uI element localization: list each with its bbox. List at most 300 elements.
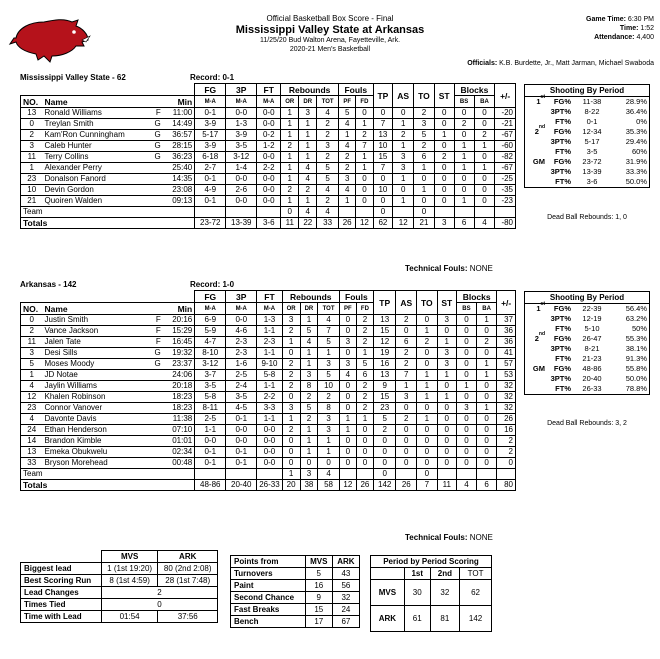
player-bs: 0 <box>457 447 477 458</box>
ma-header: M-A <box>226 96 257 108</box>
player-dr: 4 <box>300 337 318 348</box>
player-turnovers: 1 <box>417 381 437 392</box>
player-bs: 2 <box>454 119 474 130</box>
player-tot: 2 <box>317 196 339 207</box>
player-fd: 5 <box>356 359 373 370</box>
player-points: 0 <box>373 436 396 447</box>
shooting-row <box>525 354 649 364</box>
box-score-header <box>195 14 465 54</box>
player-fd: 2 <box>356 326 373 337</box>
player-tot: 1 <box>318 436 340 447</box>
player-bs: 0 <box>457 359 477 370</box>
player-points: 23 <box>373 403 396 414</box>
player-plus-minus: 53 <box>497 370 516 381</box>
player-steals: 0 <box>434 185 454 196</box>
player-number: 11 <box>21 152 43 163</box>
team-to: 0 <box>414 207 435 218</box>
period-number: 2 <box>534 334 539 343</box>
player-plus-minus: 2 <box>497 447 516 458</box>
player-turnovers: 0 <box>414 196 435 207</box>
player-pf: 2 <box>339 152 356 163</box>
officials <box>467 60 654 67</box>
points-ark: 24 <box>332 604 359 616</box>
ba-header: BA <box>476 303 496 315</box>
player-turnovers: 0 <box>417 447 437 458</box>
totals-pf: 12 <box>339 480 356 491</box>
player-3p: 4-6 <box>226 326 257 337</box>
player-minutes: 15:29 <box>163 326 195 337</box>
team-tp: 0 <box>373 207 393 218</box>
stat-made-att: 11-38 <box>582 97 602 106</box>
player-or: 1 <box>282 414 300 425</box>
table-row <box>21 174 516 185</box>
table-row <box>21 185 516 196</box>
stat-label: FT% <box>555 384 571 393</box>
period-1st-header: 1st <box>404 568 430 580</box>
player-minutes: 14:35 <box>163 174 195 185</box>
totals-row <box>21 218 516 229</box>
player-assists: 1 <box>396 381 417 392</box>
stat-made-att: 12-34 <box>582 127 602 136</box>
player-3p: 4-5 <box>226 403 257 414</box>
player-fg: 3-7 <box>195 370 226 381</box>
player-name: Terry Collins <box>43 152 153 163</box>
player-plus-minus: 32 <box>497 392 516 403</box>
ark-record: Record: 1-0 <box>190 280 235 289</box>
player-number: 23 <box>21 174 43 185</box>
officials-names: K.B. Burdette, Jr., Matt Jarman, Michael Swaboda <box>499 60 654 67</box>
team-or: 0 <box>281 207 299 218</box>
period-number: GM <box>532 364 545 373</box>
player-or: 2 <box>282 425 300 436</box>
player-number: 3 <box>21 141 43 152</box>
stat-pct: 63.2% <box>625 314 647 323</box>
player-ba: 0 <box>476 425 496 436</box>
totals-dr: 38 <box>300 480 318 491</box>
no-header: NO. <box>21 303 43 315</box>
player-points: 13 <box>373 315 396 326</box>
player-steals: 2 <box>434 152 454 163</box>
player-number: 24 <box>21 425 43 436</box>
stat-label: FG% <box>553 334 571 343</box>
player-plus-minus: -82 <box>495 152 516 163</box>
player-points: 7 <box>373 163 393 174</box>
player-number: 11 <box>21 337 43 348</box>
game-title: Mississippi Valley State at Arkansas <box>235 24 425 36</box>
player-steals: 0 <box>437 414 456 425</box>
player-plus-minus: -67 <box>495 163 516 174</box>
tot-header: TOT <box>317 96 339 108</box>
player-points: 13 <box>373 130 393 141</box>
player-minutes: 19:32 <box>163 348 195 359</box>
points-category: Paint <box>231 580 306 592</box>
player-steals: 1 <box>437 392 456 403</box>
player-assists: 2 <box>393 130 414 141</box>
stat-label: 3PT% <box>550 314 571 323</box>
player-ba: 1 <box>476 359 496 370</box>
player-minutes: 14:49 <box>163 119 195 130</box>
player-pf: 4 <box>339 141 356 152</box>
player-ba: 0 <box>476 414 496 425</box>
player-plus-minus: 36 <box>497 337 516 348</box>
player-ft: 0-0 <box>257 174 281 185</box>
player-ft: 0-0 <box>257 152 281 163</box>
bs-header: BS <box>454 96 474 108</box>
player-minutes: 09:13 <box>163 196 195 207</box>
player-minutes: 02:34 <box>163 447 195 458</box>
player-assists: 0 <box>396 436 417 447</box>
player-ft: 2-2 <box>257 163 281 174</box>
totals-tot: 58 <box>318 480 340 491</box>
player-number: 0 <box>21 315 43 326</box>
stat-label: FT% <box>555 177 571 186</box>
totals-row <box>21 480 516 491</box>
stat-pct: 91.3% <box>625 354 647 363</box>
player-fd: 0 <box>356 174 373 185</box>
stat-label: 3PT% <box>550 374 571 383</box>
game-summary-table <box>20 550 218 623</box>
stat-label: FG% <box>553 364 571 373</box>
player-pf: 0 <box>339 348 356 359</box>
player-minutes: 11:38 <box>163 414 195 425</box>
team-label: Team <box>21 207 195 218</box>
totals-bs: 6 <box>454 218 474 229</box>
player-points: 12 <box>373 337 396 348</box>
totals-dr: 22 <box>299 218 317 229</box>
player-tot: 3 <box>318 414 340 425</box>
player-position <box>153 425 163 436</box>
player-pf: 2 <box>339 163 356 174</box>
player-or: 0 <box>282 458 300 469</box>
points-row <box>231 616 360 628</box>
stat-pct: 55.3% <box>625 334 647 343</box>
game-venue: 11/25/20 Bud Walton Arena, Fayetteville, Ark. <box>259 37 401 44</box>
player-tot: 2 <box>317 152 339 163</box>
points-row <box>231 604 360 616</box>
player-assists: 2 <box>396 315 417 326</box>
points-category: Bench <box>231 616 306 628</box>
period-2nd-header: 2nd <box>430 568 460 580</box>
player-name: Jalen Tate <box>43 337 153 348</box>
period-total: 142 <box>460 606 492 632</box>
best-run-label: Best Scoring Run <box>21 575 102 587</box>
player-3p: 2-4 <box>226 381 257 392</box>
stat-made-att: 3-6 <box>586 177 598 186</box>
player-or: 1 <box>281 196 299 207</box>
player-number: 21 <box>21 196 43 207</box>
player-turnovers: 1 <box>414 185 435 196</box>
player-steals: 0 <box>434 163 454 174</box>
player-name: Vance Jackson <box>43 326 153 337</box>
player-turnovers: 0 <box>417 458 437 469</box>
player-name: Connor Vanover <box>43 403 153 414</box>
player-or: 3 <box>282 315 300 326</box>
player-position: G <box>154 359 161 368</box>
player-assists: 7 <box>396 370 417 381</box>
stat-pct: 28.9% <box>625 97 647 106</box>
player-number: 5 <box>21 359 43 370</box>
player-dr: 2 <box>300 392 318 403</box>
player-ba: 0 <box>474 185 495 196</box>
points-category: Fast Breaks <box>231 604 306 616</box>
biggest-lead-mvs: 1 (1st 19:20) <box>101 563 158 575</box>
table-row <box>21 359 516 370</box>
period-tot-header: TOT <box>460 568 492 580</box>
player-dr: 1 <box>299 130 317 141</box>
player-minutes: 24:06 <box>163 370 195 381</box>
player-name: Donalson Fanord <box>43 174 153 185</box>
totals-ft: 26-33 <box>257 480 282 491</box>
player-points: 2 <box>373 425 396 436</box>
player-name: Khalen Robinson <box>43 392 153 403</box>
totals-or: 20 <box>282 480 300 491</box>
totals-plus-minus: 80 <box>497 480 516 491</box>
stat-made-att: 8-22 <box>584 107 600 116</box>
mvs-technical-fouls <box>405 264 493 273</box>
player-points: 19 <box>373 348 396 359</box>
player-name: Ronald Williams <box>43 108 153 119</box>
player-points: 15 <box>373 392 396 403</box>
totals-ba: 4 <box>474 218 495 229</box>
player-fg: 0-1 <box>195 196 226 207</box>
player-tot: 3 <box>318 425 340 436</box>
player-ft: 3-3 <box>257 403 282 414</box>
player-or: 1 <box>282 337 300 348</box>
points-mvs: 5 <box>305 568 332 580</box>
player-name: Desi Sills <box>43 348 153 359</box>
player-name: Quoiren Walden <box>43 196 153 207</box>
player-3p: 0-0 <box>226 108 257 119</box>
table-row <box>21 458 516 469</box>
period-2nd: 81 <box>430 606 460 632</box>
name-header: Name <box>43 303 153 315</box>
player-fd: 2 <box>356 403 373 414</box>
player-dr: 1 <box>299 119 317 130</box>
player-ba: 0 <box>476 381 496 392</box>
player-plus-minus: 2 <box>497 436 516 447</box>
totals-plus-minus: -80 <box>495 218 516 229</box>
rebounds-header: Rebounds <box>282 291 339 303</box>
points-mvs: 9 <box>305 592 332 604</box>
period-team: MVS <box>371 580 405 606</box>
player-plus-minus: -35 <box>495 185 516 196</box>
player-pf: 0 <box>339 326 356 337</box>
player-tot: 7 <box>318 326 340 337</box>
totals-assists: 12 <box>393 218 414 229</box>
player-steals: 0 <box>434 196 454 207</box>
player-steals: 0 <box>437 403 456 414</box>
player-fg: 8-10 <box>195 348 226 359</box>
shooting-row <box>525 304 649 314</box>
points-row <box>231 592 360 604</box>
player-ba: 1 <box>474 141 495 152</box>
3p-header: 3P <box>226 291 257 303</box>
ark-team-title: Arkansas - 142 <box>20 280 77 289</box>
player-3p: 3-5 <box>226 392 257 403</box>
player-position: F <box>153 108 163 119</box>
st-header: ST <box>434 84 454 108</box>
player-assists: 0 <box>396 458 417 469</box>
player-number: 14 <box>21 436 43 447</box>
player-pf: 1 <box>339 196 356 207</box>
player-bs: 0 <box>457 458 477 469</box>
team-tp: 0 <box>373 469 396 480</box>
player-name: Ethan Henderson <box>43 425 153 436</box>
shooting-row <box>525 314 649 324</box>
team-label: Team <box>21 469 195 480</box>
player-ba: 0 <box>476 348 496 359</box>
stat-label: FG% <box>553 157 571 166</box>
player-ft: 9-10 <box>257 359 282 370</box>
player-3p: 1-6 <box>226 359 257 370</box>
stat-label: FT% <box>555 147 571 156</box>
totals-points: 62 <box>373 218 393 229</box>
player-pf: 0 <box>339 458 356 469</box>
shooting-row <box>525 384 649 394</box>
player-turnovers: 0 <box>417 315 437 326</box>
3p-header: 3P <box>226 84 257 96</box>
totals-turnovers: 21 <box>414 218 435 229</box>
player-or: 2 <box>282 359 300 370</box>
player-ba: 0 <box>476 458 496 469</box>
points-mvs-header: MVS <box>305 556 332 568</box>
totals-fg: 48-86 <box>195 480 226 491</box>
player-or: 0 <box>282 348 300 359</box>
player-assists: 1 <box>393 141 414 152</box>
table-row <box>21 414 516 425</box>
player-3p: 0-1 <box>226 447 257 458</box>
player-tot: 5 <box>318 337 340 348</box>
stat-made-att: 8-21 <box>584 344 600 353</box>
period-number: 1 <box>536 304 541 313</box>
team-to: 0 <box>417 469 437 480</box>
st-header: ST <box>437 291 456 315</box>
player-ft: 1-1 <box>257 326 282 337</box>
period-suffix: nd <box>538 331 545 337</box>
totals-3p: 13-39 <box>226 218 257 229</box>
stat-pct: 0% <box>636 117 647 126</box>
player-number: 12 <box>21 392 43 403</box>
ark-dead-ball: Dead Ball Rebounds: 3, 2 <box>547 420 627 427</box>
totals-points: 142 <box>373 480 396 491</box>
min-header: Min <box>163 96 195 108</box>
player-assists: 2 <box>396 414 417 425</box>
stat-label: FT% <box>555 354 571 363</box>
player-position: G <box>154 130 161 139</box>
table-row <box>21 108 516 119</box>
player-steals: 0 <box>437 425 456 436</box>
header-line1: Official Basketball Box Score - Final <box>266 14 394 23</box>
team-row <box>21 469 516 480</box>
fg-header: FG <box>195 84 226 96</box>
player-turnovers: 1 <box>417 414 437 425</box>
player-ba: 1 <box>476 403 496 414</box>
player-fg: 2-7 <box>195 163 226 174</box>
min-header: Min <box>163 303 195 315</box>
player-3p: 0-0 <box>226 436 257 447</box>
player-minutes: 36:23 <box>163 152 195 163</box>
player-plus-minus: 41 <box>497 348 516 359</box>
player-steals: 1 <box>434 130 454 141</box>
times-tied-label: Times Tied <box>21 599 102 611</box>
player-name: Bryson Morehead <box>43 458 153 469</box>
player-position: F <box>153 337 163 348</box>
points-mvs: 16 <box>305 580 332 592</box>
player-minutes: 00:48 <box>163 458 195 469</box>
player-ft: 1-1 <box>257 414 282 425</box>
period-suffix: st <box>540 94 545 100</box>
rebounds-header: Rebounds <box>281 84 339 96</box>
mvs-tech-value: NONE <box>469 264 493 273</box>
player-ft: 0-0 <box>257 196 281 207</box>
player-position <box>153 185 163 196</box>
no-header: NO. <box>21 96 43 108</box>
player-fg: 5-17 <box>195 130 226 141</box>
player-ft: 0-0 <box>257 108 281 119</box>
player-or: 1 <box>281 130 299 141</box>
player-3p: 0-0 <box>226 196 257 207</box>
player-minutes: 20:16 <box>163 315 195 326</box>
player-points: 9 <box>373 381 396 392</box>
ark-tech-value: NONE <box>469 533 493 542</box>
dr-header: DR <box>299 96 317 108</box>
to-header: TO <box>417 291 437 315</box>
times-tied-value: 0 <box>101 599 217 611</box>
points-from-label: Points from <box>231 556 306 568</box>
best-run-ark: 28 (1st 7:48) <box>158 575 218 587</box>
shooting-row <box>525 107 649 117</box>
tech-label: Technical Fouls: <box>405 533 468 542</box>
player-ft: 0-0 <box>257 458 282 469</box>
player-name: Treylan Smith <box>43 119 153 130</box>
lead-changes-label: Lead Changes <box>21 587 102 599</box>
player-ft: 5-8 <box>257 370 282 381</box>
player-points: 13 <box>373 370 396 381</box>
shooting-row <box>525 334 649 344</box>
summary-ark-header: ARK <box>158 551 218 563</box>
player-assists: 3 <box>396 392 417 403</box>
table-row <box>21 447 516 458</box>
player-bs: 0 <box>457 392 477 403</box>
player-bs: 0 <box>457 414 477 425</box>
shooting-row <box>525 374 649 384</box>
player-number: 4 <box>21 381 43 392</box>
player-ft: 0-0 <box>257 185 281 196</box>
ma-header: M-A <box>195 303 226 315</box>
player-pf: 4 <box>339 370 356 381</box>
totals-label: Totals <box>21 480 195 491</box>
attendance: 4,400 <box>636 34 654 41</box>
stat-label: FT% <box>555 117 571 126</box>
player-ft: 1-2 <box>257 141 281 152</box>
player-fd: 0 <box>356 185 373 196</box>
player-or: 2 <box>282 381 300 392</box>
player-ba: 0 <box>474 174 495 185</box>
player-minutes: 11:00 <box>163 108 195 119</box>
totals-assists: 26 <box>396 480 417 491</box>
player-ba: 1 <box>474 163 495 174</box>
player-plus-minus: 26 <box>497 414 516 425</box>
player-plus-minus: 32 <box>497 381 516 392</box>
player-ba: 1 <box>476 370 496 381</box>
player-number: 2 <box>21 326 43 337</box>
player-bs: 0 <box>457 436 477 447</box>
player-steals: 0 <box>434 174 454 185</box>
player-points: 0 <box>373 196 393 207</box>
player-position: F <box>153 326 163 337</box>
dr-header: DR <box>300 303 318 315</box>
player-fg: 0-1 <box>195 174 226 185</box>
